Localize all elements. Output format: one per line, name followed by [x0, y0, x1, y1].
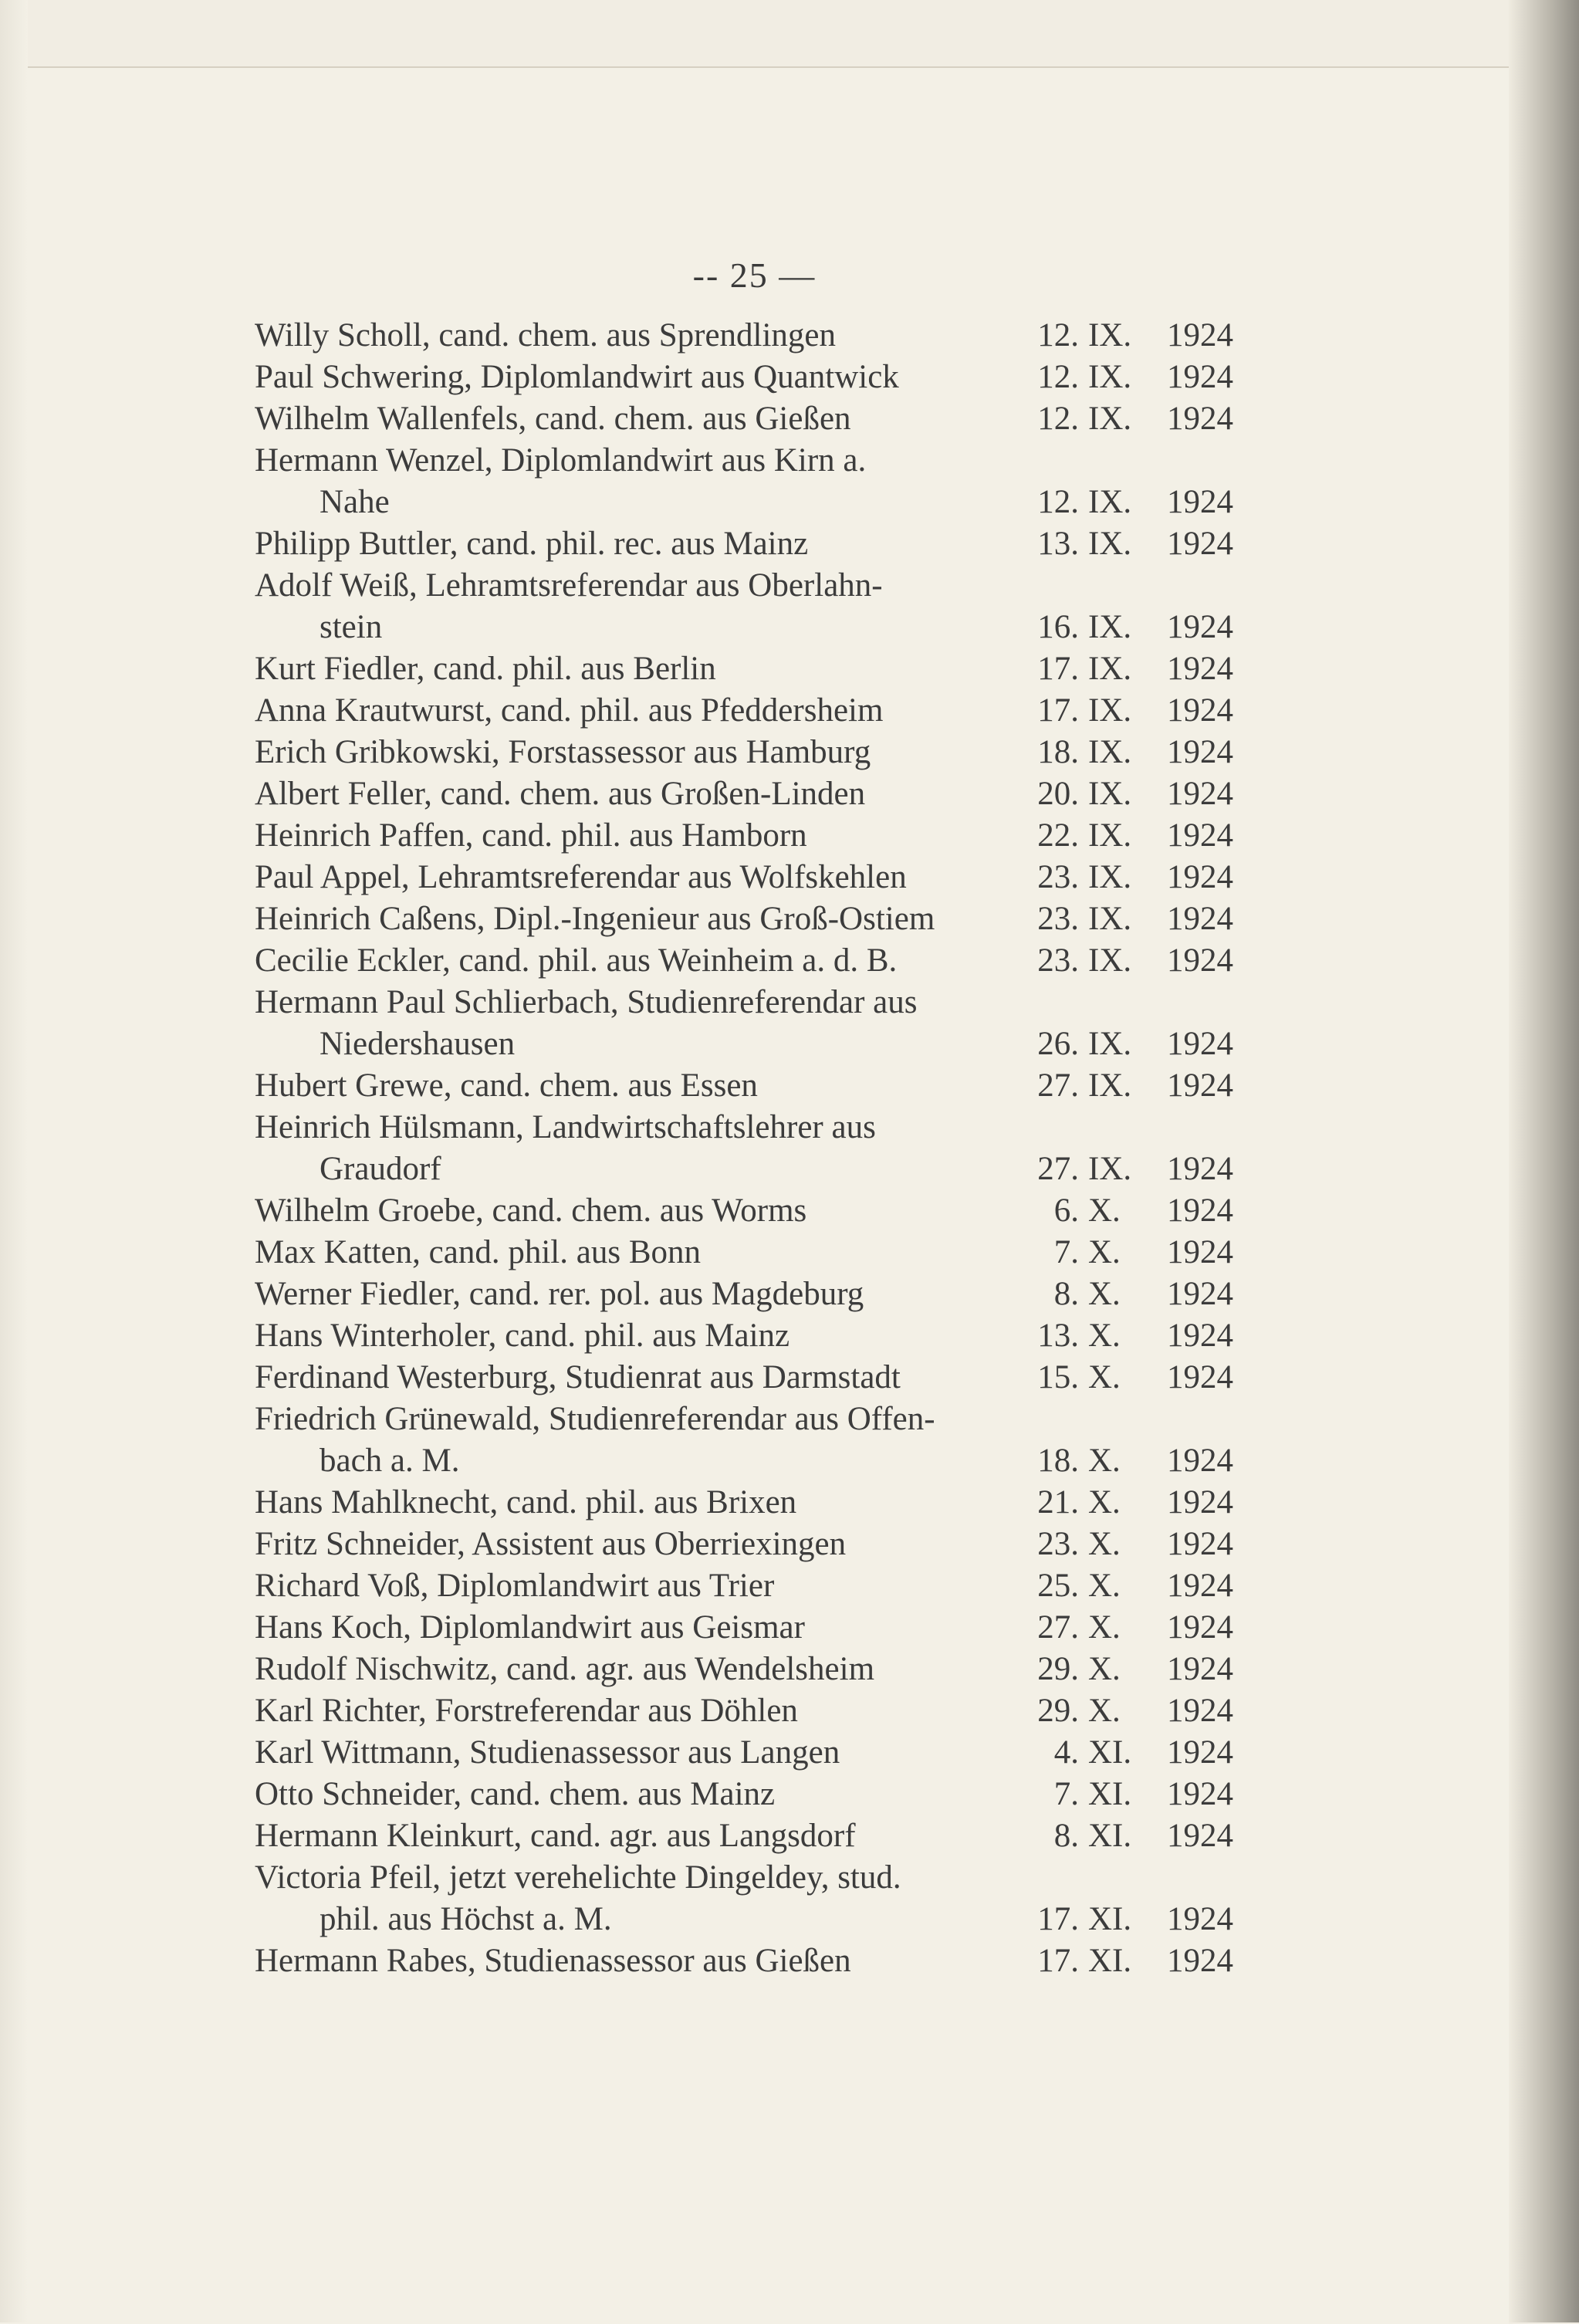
- entry-day: 8.: [1053, 1818, 1079, 1854]
- entry-name: Hans Koch, Diplomlandwirt aus Geismar: [255, 1609, 805, 1646]
- entry-month: X.: [1088, 1359, 1121, 1395]
- entry-month: X.: [1088, 1234, 1121, 1270]
- entry-name: Hermann Kleinkurt, cand. agr. aus Langsdorf: [255, 1818, 856, 1854]
- entry-year: 1924: [1167, 776, 1233, 812]
- entry-day: 8.: [1053, 1276, 1079, 1312]
- entry-name: bach a. M.: [320, 1443, 460, 1479]
- entry-name: Werner Fiedler, cand. rer. pol. aus Magdeburg: [255, 1276, 864, 1312]
- entry-day: 15.: [1037, 1359, 1079, 1395]
- entry-row: [255, 1190, 1236, 1232]
- entry-name: Rudolf Nischwitz, cand. agr. aus Wendelsheim: [255, 1651, 875, 1687]
- entry-month: X.: [1088, 1693, 1121, 1729]
- entry-row: [255, 732, 1236, 773]
- entry-day: 12.: [1037, 359, 1079, 395]
- entry-name: Willy Scholl, cand. chem. aus Sprendlingen: [255, 317, 837, 354]
- entry-row: [255, 1148, 1236, 1190]
- entry-row: [255, 565, 1236, 607]
- entry-row: [255, 815, 1236, 857]
- entry-name: Graudorf: [320, 1151, 441, 1187]
- entry-year: 1924: [1167, 901, 1233, 937]
- entry-year: 1924: [1167, 1234, 1233, 1270]
- entry-name: Max Katten, cand. phil. aus Bonn: [255, 1234, 702, 1270]
- entry-name: Friedrich Grünewald, Studienreferendar aus Offen-: [255, 1401, 935, 1437]
- entry-month: IX.: [1088, 692, 1132, 729]
- entry-day: 29.: [1037, 1651, 1079, 1687]
- entry-month: IX.: [1088, 1067, 1132, 1104]
- entry-year: 1924: [1167, 1026, 1233, 1062]
- entry-name: Kurt Fiedler, cand. phil. aus Berlin: [255, 651, 716, 687]
- entry-day: 17.: [1037, 651, 1079, 687]
- entry-month: X.: [1088, 1276, 1121, 1312]
- entry-row: [255, 440, 1236, 482]
- entry-row: [255, 1399, 1236, 1440]
- entry-name: Nahe: [320, 484, 390, 520]
- entry-row: [255, 773, 1236, 815]
- entry-day: 16.: [1037, 609, 1079, 645]
- entry-year: 1924: [1167, 1318, 1233, 1354]
- entry-day: 23.: [1037, 942, 1079, 979]
- entry-year: 1924: [1167, 1359, 1233, 1395]
- entry-day: 7.: [1053, 1234, 1079, 1270]
- entry-row: [255, 690, 1236, 732]
- entry-day: 12.: [1037, 484, 1079, 520]
- entry-year: 1924: [1167, 1484, 1233, 1521]
- entry-year: 1924: [1167, 1568, 1233, 1604]
- entry-day: 17.: [1037, 692, 1079, 729]
- entry-month: IX.: [1088, 484, 1132, 520]
- entry-name: Adolf Weiß, Lehramtsreferendar aus Oberlahn-: [255, 567, 883, 604]
- entry-month: IX.: [1088, 901, 1132, 937]
- entry-name: Karl Wittmann, Studienassessor aus Langen: [255, 1734, 840, 1771]
- entry-day: 13.: [1037, 1318, 1079, 1354]
- entry-row: [255, 315, 1236, 357]
- entry-month: IX.: [1088, 817, 1132, 854]
- entry-year: 1924: [1167, 817, 1233, 854]
- entry-name: Hans Winterholer, cand. phil. aus Mainz: [255, 1318, 790, 1354]
- page-right-shadow: [1509, 0, 1579, 2322]
- entry-month: X.: [1088, 1318, 1121, 1354]
- page-left-edge: [0, 0, 28, 2322]
- entry-row: [255, 1357, 1236, 1399]
- entry-row: [255, 1274, 1236, 1315]
- entry-row: [255, 1732, 1236, 1774]
- entry-row: [255, 1524, 1236, 1565]
- entry-year: 1924: [1167, 317, 1233, 354]
- entry-month: IX.: [1088, 942, 1132, 979]
- entry-day: 12.: [1037, 317, 1079, 354]
- entry-day: 12.: [1037, 401, 1079, 437]
- entry-name: Fritz Schneider, Assistent aus Oberriexingen: [255, 1526, 847, 1562]
- entry-name: stein: [320, 609, 383, 645]
- entry-day: 18.: [1037, 1443, 1079, 1479]
- entry-year: 1924: [1167, 1693, 1233, 1729]
- entry-year: 1924: [1167, 359, 1233, 395]
- entry-month: IX.: [1088, 1026, 1132, 1062]
- entry-row: [255, 1690, 1236, 1732]
- entry-month: XI.: [1088, 1776, 1132, 1812]
- entry-name: Victoria Pfeil, jetzt verehelichte Dingeldey, stud.: [255, 1859, 901, 1896]
- entry-row: [255, 898, 1236, 940]
- entry-name: Hermann Paul Schlierbach, Studienreferendar aus: [255, 984, 918, 1020]
- entry-month: XI.: [1088, 1901, 1132, 1937]
- entry-year: 1924: [1167, 1818, 1233, 1854]
- entry-month: IX.: [1088, 609, 1132, 645]
- entry-name: Paul Appel, Lehramtsreferendar aus Wolfskehlen: [255, 859, 907, 895]
- entry-year: 1924: [1167, 1192, 1233, 1229]
- entry-month: IX.: [1088, 317, 1132, 354]
- entry-month: X.: [1088, 1651, 1121, 1687]
- entry-year: 1924: [1167, 734, 1233, 770]
- entry-day: 29.: [1037, 1693, 1079, 1729]
- entry-month: XI.: [1088, 1943, 1132, 1979]
- entry-month: X.: [1088, 1609, 1121, 1646]
- entry-day: 18.: [1037, 734, 1079, 770]
- entry-year: 1924: [1167, 1067, 1233, 1104]
- entry-day: 17.: [1037, 1901, 1079, 1937]
- entry-name: Hermann Wenzel, Diplomlandwirt aus Kirn a.: [255, 442, 867, 479]
- entry-name: Cecilie Eckler, cand. phil. aus Weinheim a. d. B.: [255, 942, 898, 979]
- entry-year: 1924: [1167, 1776, 1233, 1812]
- entry-name: Karl Richter, Forstreferendar aus Döhlen: [255, 1693, 798, 1729]
- entry-month: IX.: [1088, 1151, 1132, 1187]
- entry-row: [255, 1065, 1236, 1107]
- entry-name: Hans Mahlknecht, cand. phil. aus Brixen: [255, 1484, 797, 1521]
- entry-month: IX.: [1088, 359, 1132, 395]
- entry-day: 27.: [1037, 1067, 1079, 1104]
- entry-month: IX.: [1088, 859, 1132, 895]
- entry-day: 4.: [1053, 1734, 1079, 1771]
- entry-row: [255, 940, 1236, 982]
- entry-year: 1924: [1167, 1651, 1233, 1687]
- entry-name: Paul Schwering, Diplomlandwirt aus Quantwick: [255, 359, 899, 395]
- entry-day: 7.: [1053, 1776, 1079, 1812]
- entry-name: phil. aus Höchst a. M.: [320, 1901, 612, 1937]
- entry-row: [255, 1607, 1236, 1649]
- entry-row: [255, 982, 1236, 1023]
- entry-month: X.: [1088, 1526, 1121, 1562]
- entry-day: 26.: [1037, 1026, 1079, 1062]
- entry-month: IX.: [1088, 734, 1132, 770]
- entry-month: X.: [1088, 1443, 1121, 1479]
- entry-day: 27.: [1037, 1609, 1079, 1646]
- entry-name: Philipp Buttler, cand. phil. rec. aus Mainz: [255, 526, 809, 562]
- entry-year: 1924: [1167, 401, 1233, 437]
- entry-year: 1924: [1167, 1276, 1233, 1312]
- entry-row: [255, 398, 1236, 440]
- entry-row: [255, 1857, 1236, 1899]
- entry-year: 1924: [1167, 859, 1233, 895]
- entry-name: Ferdinand Westerburg, Studienrat aus Darmstadt: [255, 1359, 901, 1395]
- entry-month: XI.: [1088, 1818, 1132, 1854]
- entry-day: 23.: [1037, 859, 1079, 895]
- page-number: -- 25 —: [692, 255, 817, 295]
- entry-day: 13.: [1037, 526, 1079, 562]
- entry-name: Heinrich Paffen, cand. phil. aus Hamborn: [255, 817, 807, 854]
- entry-list: [255, 315, 1236, 1982]
- entry-row: [255, 1440, 1236, 1482]
- entry-day: 25.: [1037, 1568, 1079, 1604]
- entry-year: 1924: [1167, 526, 1233, 562]
- entry-name: Wilhelm Groebe, cand. chem. aus Worms: [255, 1192, 807, 1229]
- entry-row: [255, 648, 1236, 690]
- entry-year: 1924: [1167, 1734, 1233, 1771]
- entry-name: Wilhelm Wallenfels, cand. chem. aus Gießen: [255, 401, 851, 437]
- entry-row: [255, 1023, 1236, 1065]
- entry-row: [255, 1774, 1236, 1815]
- entry-row: [255, 482, 1236, 523]
- entry-name: Hermann Rabes, Studienassessor aus Gießen: [255, 1943, 851, 1979]
- entry-day: 6.: [1053, 1192, 1079, 1229]
- entry-month: IX.: [1088, 401, 1132, 437]
- entry-year: 1924: [1167, 651, 1233, 687]
- entry-day: 20.: [1037, 776, 1079, 812]
- entry-year: 1924: [1167, 1443, 1233, 1479]
- entry-month: X.: [1088, 1568, 1121, 1604]
- entry-day: 27.: [1037, 1151, 1079, 1187]
- entry-year: 1924: [1167, 1901, 1233, 1937]
- entry-row: [255, 1315, 1236, 1357]
- entry-row: [255, 1107, 1236, 1148]
- entry-name: Erich Gribkowski, Forstassessor aus Hamburg: [255, 734, 871, 770]
- entry-day: 17.: [1037, 1943, 1079, 1979]
- entry-month: XI.: [1088, 1734, 1132, 1771]
- entry-row: [255, 357, 1236, 398]
- entry-row: [255, 607, 1236, 648]
- entry-name: Hubert Grewe, cand. chem. aus Essen: [255, 1067, 758, 1104]
- entry-year: 1924: [1167, 1943, 1233, 1979]
- entry-day: 23.: [1037, 901, 1079, 937]
- entry-name: Richard Voß, Diplomlandwirt aus Trier: [255, 1568, 775, 1604]
- entry-year: 1924: [1167, 1151, 1233, 1187]
- entry-day: 22.: [1037, 817, 1079, 854]
- entry-day: 23.: [1037, 1526, 1079, 1562]
- entry-row: [255, 1899, 1236, 1940]
- entry-name: Niedershausen: [320, 1026, 516, 1062]
- entry-name: Heinrich Hülsmann, Landwirtschaftslehrer aus: [255, 1109, 876, 1145]
- entry-year: 1924: [1167, 692, 1233, 729]
- entry-name: Heinrich Caßens, Dipl.-Ingenieur aus Groß-Ostiem: [255, 901, 935, 937]
- entry-month: IX.: [1088, 651, 1132, 687]
- entry-row: [255, 1232, 1236, 1274]
- entry-row: [255, 1940, 1236, 1982]
- entry-year: 1924: [1167, 1609, 1233, 1646]
- entry-name: Albert Feller, cand. chem. aus Großen-Linden: [255, 776, 866, 812]
- entry-year: 1924: [1167, 1526, 1233, 1562]
- entry-row: [255, 857, 1236, 898]
- entry-year: 1924: [1167, 609, 1233, 645]
- entry-month: IX.: [1088, 526, 1132, 562]
- entry-month: X.: [1088, 1484, 1121, 1521]
- entry-row: [255, 1815, 1236, 1857]
- entry-year: 1924: [1167, 942, 1233, 979]
- entry-row: [255, 523, 1236, 565]
- entry-year: 1924: [1167, 484, 1233, 520]
- entry-row: [255, 1565, 1236, 1607]
- entry-month: X.: [1088, 1192, 1121, 1229]
- entry-name: Otto Schneider, cand. chem. aus Mainz: [255, 1776, 776, 1812]
- entry-month: IX.: [1088, 776, 1132, 812]
- entry-name: Anna Krautwurst, cand. phil. aus Pfeddersheim: [255, 692, 884, 729]
- entry-day: 21.: [1037, 1484, 1079, 1521]
- entry-row: [255, 1649, 1236, 1690]
- entry-row: [255, 1482, 1236, 1524]
